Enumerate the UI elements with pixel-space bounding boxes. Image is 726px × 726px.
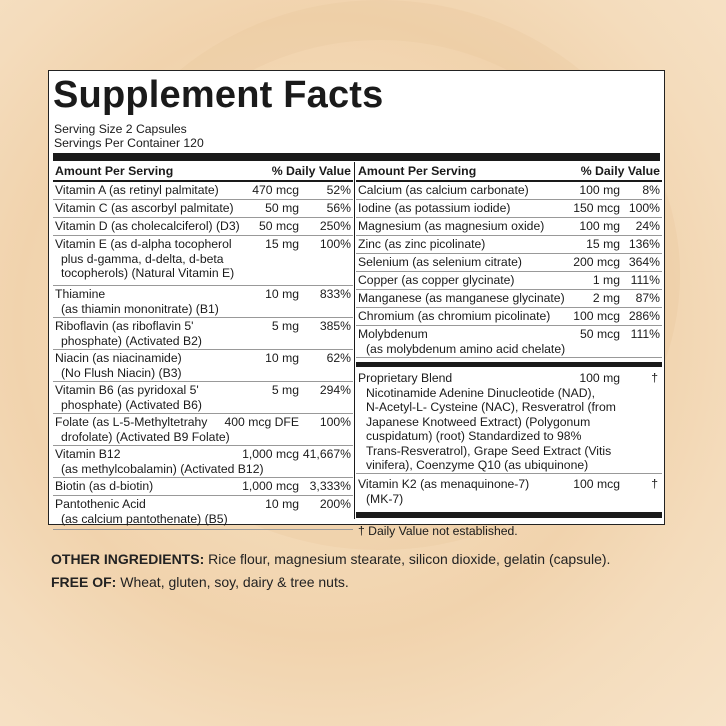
proprietary-ingredient-line: vinifera), Coenzyme Q10 (as ubiquinone) bbox=[366, 458, 589, 472]
vitamin-k2-name-line: (MK-7) bbox=[366, 491, 404, 506]
nutrient-daily-value: 833% bbox=[319, 287, 351, 301]
nutrient-name-line: Chromium (as chromium picolinate) bbox=[358, 309, 551, 323]
free-of-text: Wheat, gluten, soy, dairy & tree nuts. bbox=[116, 574, 349, 590]
nutrient-row bbox=[356, 326, 662, 358]
nutrient-amount: 50 mg bbox=[265, 201, 299, 215]
nutrient-name-line: Molybdenum bbox=[358, 327, 428, 341]
nutrient-name-line: Calcium (as calcium carbonate) bbox=[358, 183, 529, 197]
vitamin-k2-row bbox=[356, 476, 662, 508]
vitamin-k2-daily-value: † bbox=[651, 477, 658, 491]
nutrient-row bbox=[356, 236, 662, 254]
nutrient-row bbox=[356, 200, 662, 218]
nutrient-name-line: tocopherols) (Natural Vitamin E) bbox=[61, 266, 235, 280]
nutrient-amount: 2 mg bbox=[592, 291, 620, 305]
nutrient-amount: 1 mg bbox=[592, 273, 620, 287]
nutrient-amount: 50 mcg bbox=[259, 219, 299, 233]
daily-value-note: † Daily Value not established. bbox=[358, 524, 518, 538]
nutrient-name-line: Vitamin B6 (as pyridoxal 5' bbox=[55, 383, 199, 397]
servings-per-container: Servings Per Container 120 bbox=[54, 136, 204, 150]
nutrient-name-line: phosphate) (Activated B2) bbox=[61, 333, 202, 348]
nutrient-row bbox=[356, 308, 662, 326]
nutrient-name-line: plus d-gamma, d-delta, d-beta bbox=[61, 251, 224, 266]
nutrient-amount: 10 mg bbox=[265, 287, 299, 301]
nutrient-amount: 100 mg bbox=[579, 219, 620, 233]
nutrient-name-line: drofolate) (Activated B9 Folate) bbox=[61, 429, 230, 444]
nutrient-row bbox=[53, 382, 353, 414]
nutrient-name-line: Pantothenic Acid bbox=[55, 497, 146, 511]
serving-size: Serving Size 2 Capsules bbox=[54, 122, 187, 136]
nutrient-name-line: Vitamin C (as ascorbyl palmitate) bbox=[55, 201, 234, 215]
nutrient-row bbox=[53, 286, 353, 318]
nutrient-daily-value: 200% bbox=[319, 497, 351, 511]
nutrient-row bbox=[53, 496, 353, 530]
nutrient-daily-value: 56% bbox=[326, 201, 351, 215]
nutrient-name-line: Magnesium (as magnesium oxide) bbox=[358, 219, 545, 233]
nutrient-name-line: Riboflavin (as riboflavin 5' bbox=[55, 319, 194, 333]
nutrient-name-line: (as thiamin mononitrate) (B1) bbox=[61, 301, 219, 316]
nutrient-amount: 15 mg bbox=[586, 237, 620, 251]
proprietary-blend-name: Proprietary Blend bbox=[358, 371, 453, 385]
nutrient-daily-value: 250% bbox=[319, 219, 351, 233]
nutrient-amount: 100 mg bbox=[579, 183, 620, 197]
nutrient-amount: 200 mcg bbox=[573, 255, 620, 269]
nutrient-amount: 50 mcg bbox=[580, 327, 620, 341]
other-ingredients-label: OTHER INGREDIENTS: bbox=[51, 551, 205, 567]
nutrient-row bbox=[53, 318, 353, 350]
nutrient-name-line: Iodine (as potassium iodide) bbox=[358, 201, 511, 215]
nutrient-name-line: Zinc (as zinc picolinate) bbox=[358, 237, 486, 251]
nutrient-daily-value: 3,333% bbox=[309, 479, 351, 493]
row-divider bbox=[356, 473, 662, 474]
nutrient-amount: 5 mg bbox=[271, 319, 299, 333]
nutrient-amount: 470 mcg bbox=[252, 183, 299, 197]
nutrient-daily-value: 62% bbox=[326, 351, 351, 365]
nutrient-daily-value: 52% bbox=[326, 183, 351, 197]
nutrient-daily-value: 8% bbox=[642, 183, 660, 197]
nutrient-daily-value: 100% bbox=[319, 415, 351, 429]
nutrient-amount: 10 mg bbox=[265, 497, 299, 511]
nutrient-row bbox=[53, 478, 353, 496]
daily-value-heading: % Daily Value bbox=[271, 164, 351, 178]
nutrient-amount: 1,000 mcg bbox=[242, 447, 299, 461]
nutrient-row bbox=[53, 218, 353, 236]
left-column-header bbox=[53, 162, 353, 180]
free-of-label: FREE OF: bbox=[51, 574, 117, 590]
proprietary-ingredient-line: Trans-Resveratrol), Grape Seed Extract (Vitis bbox=[366, 443, 612, 458]
nutrient-name-line: Vitamin D (as cholecalciferol) (D3) bbox=[55, 219, 240, 233]
nutrient-amount: 1,000 mcg bbox=[242, 479, 299, 493]
free-of bbox=[51, 574, 349, 590]
nutrient-row bbox=[356, 182, 662, 200]
nutrient-row bbox=[356, 254, 662, 272]
supplement-facts-panel bbox=[48, 70, 665, 538]
nutrient-row bbox=[53, 182, 353, 200]
nutrient-amount: 400 mcg DFE bbox=[224, 415, 299, 429]
nutrient-name-line: phosphate) (Activated B6) bbox=[61, 397, 202, 412]
other-ingredients-text: Rice flour, magnesium stearate, silicon dioxide, gelatin (capsule). bbox=[204, 551, 611, 567]
nutrient-name-line: (as calcium pantothenate) (B5) bbox=[61, 511, 228, 526]
nutrient-daily-value: 41,667% bbox=[302, 447, 351, 461]
nutrient-amount: 100 mcg bbox=[573, 309, 620, 323]
other-ingredients bbox=[51, 551, 610, 567]
nutrient-daily-value: 364% bbox=[628, 255, 660, 269]
proprietary-blend-row bbox=[356, 370, 662, 470]
nutrient-name-line: (as molybdenum amino acid chelate) bbox=[366, 341, 566, 356]
proprietary-ingredient-line: N-Acetyl-L- Cysteine (NAC), Resveratrol (from bbox=[366, 400, 616, 414]
column-divider bbox=[354, 162, 355, 519]
nutrient-name-line: (as methylcobalamin) (Activated B12) bbox=[61, 461, 264, 476]
nutrient-daily-value: 100% bbox=[319, 237, 351, 251]
nutrient-daily-value: 87% bbox=[635, 291, 660, 305]
nutrient-name-line: Vitamin B12 bbox=[55, 447, 121, 461]
proprietary-top-rule bbox=[356, 362, 662, 367]
nutrient-daily-value: 286% bbox=[628, 309, 660, 323]
nutrient-name-line: (No Flush Niacin) (B3) bbox=[61, 365, 182, 380]
nutrient-row bbox=[356, 290, 662, 308]
nutrient-daily-value: 24% bbox=[635, 219, 660, 233]
nutrient-daily-value: 294% bbox=[319, 383, 351, 397]
nutrient-row bbox=[53, 236, 353, 286]
nutrient-row bbox=[53, 446, 353, 478]
vitamin-k2-name-line: Vitamin K2 (as menaquinone-7) bbox=[358, 477, 530, 491]
bottom-rule bbox=[356, 512, 662, 518]
amount-per-serving-heading: Amount Per Serving bbox=[55, 164, 174, 178]
nutrient-name-line: Vitamin A (as retinyl palmitate) bbox=[55, 183, 219, 197]
nutrient-name-line: Manganese (as manganese glycinate) bbox=[358, 291, 565, 305]
nutrient-row bbox=[356, 272, 662, 290]
panel-title: Supplement Facts bbox=[53, 74, 384, 116]
nutrient-row bbox=[53, 350, 353, 382]
proprietary-ingredient-line: Japanese Knotweed Extract) (Polygonum bbox=[366, 414, 591, 429]
nutrient-name-line: Thiamine bbox=[55, 287, 106, 301]
nutrient-amount: 150 mcg bbox=[573, 201, 620, 215]
vitamin-k2-amount: 100 mcg bbox=[573, 477, 620, 491]
right-column-header bbox=[356, 162, 662, 180]
nutrient-name-line: Folate (as L-5-Methyltetrahy bbox=[55, 415, 208, 429]
proprietary-blend-daily-value: † bbox=[651, 371, 658, 385]
nutrient-amount: 10 mg bbox=[265, 351, 299, 365]
nutrient-daily-value: 100% bbox=[628, 201, 660, 215]
nutrient-name-line: Biotin (as d-biotin) bbox=[55, 479, 154, 493]
proprietary-ingredient-line: cuspidatum) (root) Standardized to 98% bbox=[366, 429, 582, 443]
nutrient-daily-value: 111% bbox=[630, 327, 660, 341]
nutrient-row bbox=[356, 218, 662, 236]
nutrient-amount: 5 mg bbox=[271, 383, 299, 397]
proprietary-ingredient-line: Nicotinamide Adenine Dinucleotide (NAD), bbox=[366, 385, 595, 400]
nutrient-daily-value: 111% bbox=[630, 273, 660, 287]
nutrient-name-line: Vitamin E (as d-alpha tocopherol bbox=[55, 237, 232, 251]
daily-value-heading: % Daily Value bbox=[580, 164, 660, 178]
row-divider bbox=[53, 529, 353, 530]
nutrient-daily-value: 385% bbox=[319, 319, 351, 333]
nutrient-amount: 15 mg bbox=[265, 237, 299, 251]
top-divider-bar bbox=[53, 153, 660, 161]
proprietary-blend-amount: 100 mg bbox=[579, 371, 620, 385]
amount-per-serving-heading: Amount Per Serving bbox=[358, 164, 477, 178]
nutrient-name-line: Copper (as copper glycinate) bbox=[358, 273, 515, 287]
nutrient-row bbox=[53, 200, 353, 218]
nutrient-row bbox=[53, 414, 353, 446]
nutrient-name-line: Selenium (as selenium citrate) bbox=[358, 255, 522, 269]
row-divider bbox=[356, 357, 662, 358]
nutrient-daily-value: 136% bbox=[628, 237, 660, 251]
nutrient-name-line: Niacin (as niacinamide) bbox=[55, 351, 182, 365]
